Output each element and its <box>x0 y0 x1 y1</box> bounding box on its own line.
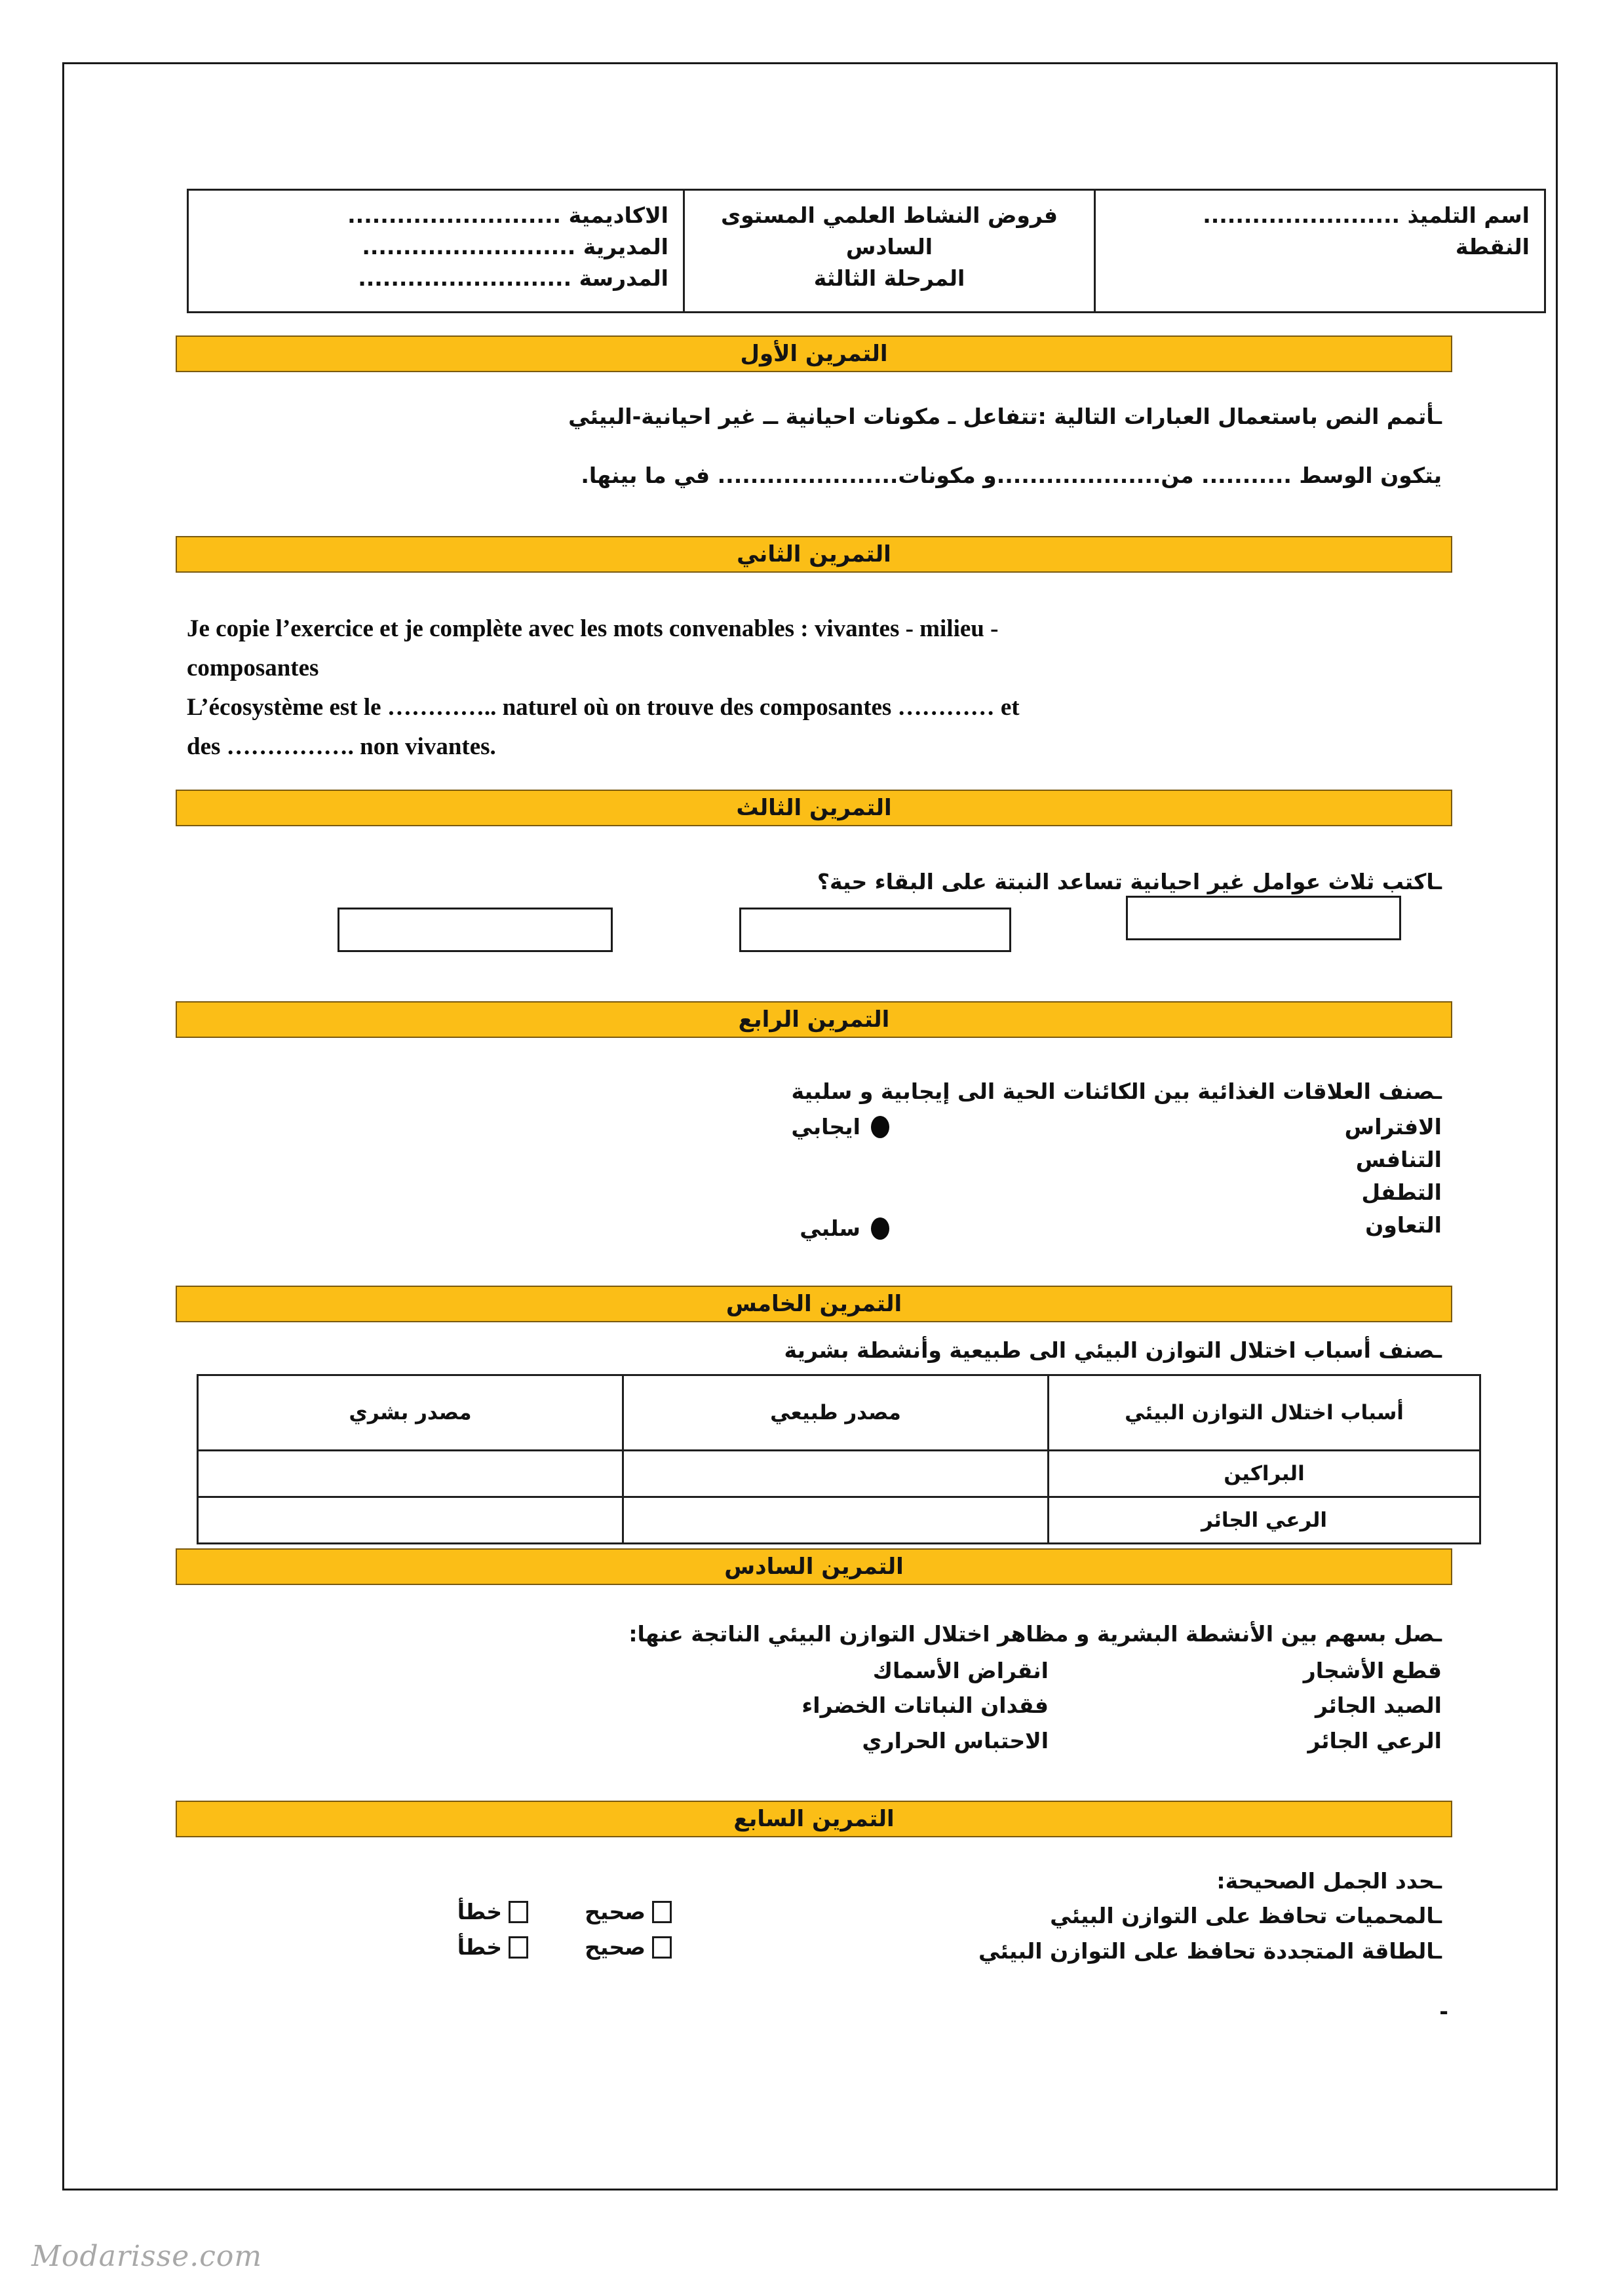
exercise-1-banner <box>176 335 1452 372</box>
table-row <box>198 1451 1480 1497</box>
exercise-7-statement-0: ـالمحميات تحافظ على التوازن البيئي <box>1050 1903 1442 1928</box>
exercise-4-item-0: الافتراس <box>1344 1114 1442 1139</box>
table-header-cell-2: مصدر بشري <box>198 1375 623 1451</box>
site-watermark: Modarisse.com <box>31 2240 263 2273</box>
school-info-text <box>203 200 668 294</box>
school-info-cell <box>188 190 684 313</box>
table-header-cell-1: مصدر طبيعي <box>623 1375 1049 1451</box>
student-info-text <box>1110 200 1530 263</box>
exercise-4-item-1: التنافس <box>1355 1147 1442 1173</box>
checkbox-icon[interactable] <box>652 1936 672 1959</box>
header-table-row <box>188 190 1545 313</box>
checkbox-icon[interactable] <box>509 1936 528 1959</box>
directorate-line <box>203 231 668 263</box>
exercise-6-effect-2[interactable]: الاحتباس الحراري <box>862 1727 1049 1753</box>
student-info-cell <box>1095 190 1545 313</box>
checkbox-icon[interactable] <box>652 1901 672 1923</box>
exercise-4-banner-label: التمرين الرابع <box>738 1006 890 1033</box>
exercise-3-instruction: ـاكتب ثلاث عوامل غير احيانية تساعد النبتة على البقاء حية؟ <box>817 869 1442 894</box>
exercise-4-item-2: التطفل <box>1361 1179 1442 1206</box>
exam-title-line2: المرحلة الثالثة <box>813 265 965 291</box>
table-header-row <box>198 1375 1480 1451</box>
exercise-5-instruction: ـصنف أسباب اختلال التوازن البيئي الى طبيعية وأنشطة بشرية <box>784 1337 1442 1363</box>
table-cell-r1c2[interactable] <box>198 1497 623 1544</box>
exercise-2-fr-line3: L’écosystème est le ………….. naturel où on trouve des composantes ………… et <box>187 693 1020 721</box>
exercise-3-banner <box>176 790 1452 826</box>
exercise-7-banner-label: التمرين السابع <box>733 1806 895 1832</box>
exercise-1-instruction: ـأتمم النص باستعمال العبارات التالية :تتفاعل ـ مكونات احيانية ــ غير احيانية-البيئي <box>568 404 1442 429</box>
academy-label: الاكاديمية <box>568 202 668 228</box>
exercise-7-true-label-0: صحيح <box>585 1899 646 1924</box>
exercise-7-true-label-1: صحيح <box>585 1934 646 1960</box>
exercise-2-fr-line2: composantes <box>187 654 319 681</box>
exercise-3-banner-label: التمرين الثالث <box>736 795 892 821</box>
exercise-7-false-label-1: خطأ <box>457 1934 503 1960</box>
exercise-2-banner <box>176 536 1452 573</box>
exercise-3-answer-box-1[interactable] <box>1126 896 1401 940</box>
exercise-6-activity-0[interactable]: قطع الأشجار <box>1303 1658 1442 1683</box>
exercise-6-activity-1[interactable]: الصيد الجائر <box>1315 1693 1442 1719</box>
exercise-6-pair-row <box>623 1688 1442 1723</box>
exercise-7-false-option-1[interactable] <box>457 1934 528 1960</box>
exercise-3-answer-box-2[interactable] <box>739 908 1011 952</box>
exercise-6-effect-1[interactable]: فقدان النباتات الخضراء <box>801 1693 1049 1719</box>
school-dots: .......................... <box>358 265 572 291</box>
exercise-7-banner <box>176 1801 1452 1837</box>
exercise-7-options-row-0 <box>457 1899 672 1924</box>
exercise-4-negative-label: سلبي <box>800 1215 860 1241</box>
student-name-label: اسم التلميذ <box>1407 202 1530 228</box>
student-grade-label: النقطة <box>1455 233 1530 259</box>
exercise-4-negative-option[interactable] <box>800 1215 889 1241</box>
academy-line <box>203 200 668 231</box>
exercise-7-false-option-0[interactable] <box>457 1899 528 1924</box>
exercise-7-options-row-1 <box>457 1934 672 1960</box>
exam-title-cell <box>684 190 1095 313</box>
exercise-5-banner-label: التمرين الخامس <box>725 1291 902 1317</box>
exercise-2-banner-label: التمرين الثاني <box>737 541 891 567</box>
exercise-3-answer-box-3[interactable] <box>338 908 613 952</box>
exercise-6-pair-row <box>623 1653 1442 1688</box>
exercise-6-pairs <box>623 1653 1442 1758</box>
exercise-4-items <box>1345 1111 1442 1242</box>
table-cell-r1c1[interactable] <box>623 1497 1049 1544</box>
directorate-dots: .......................... <box>362 233 576 259</box>
exercise-5-banner <box>176 1286 1452 1322</box>
exercise-4-positive-label: ايجابي <box>791 1114 860 1139</box>
filled-circle-icon <box>871 1217 889 1240</box>
header-table <box>187 189 1546 313</box>
table-cell-r1c0: الرعي الجائر <box>1049 1497 1480 1544</box>
exercise-7-trailing-dash: - <box>1439 1999 1448 2024</box>
exercise-6-effect-0[interactable]: انقراض الأسماك <box>872 1658 1049 1683</box>
exercise-7-true-option-1[interactable] <box>585 1934 672 1960</box>
exercise-4-instruction: ـصنف العلاقات الغذائية بين الكائنات الحية الى إيجابية و سلبية <box>791 1079 1442 1104</box>
directorate-label: المديرية <box>583 233 668 259</box>
exercise-6-activity-2[interactable]: الرعي الجائر <box>1307 1727 1442 1753</box>
exercise-2-fr-line4: des ……………. non vivantes. <box>187 733 496 760</box>
exercise-4-positive-option[interactable] <box>791 1114 889 1139</box>
table-cell-r0c2[interactable] <box>198 1451 623 1497</box>
checkbox-icon[interactable] <box>509 1901 528 1923</box>
exercise-7-statement-1: ـالطاقة المتجددة تحافظ على التوازن البيئي <box>978 1938 1442 1964</box>
table-row <box>198 1497 1480 1544</box>
exam-title-text <box>699 200 1079 294</box>
table-cell-r0c1[interactable] <box>623 1451 1049 1497</box>
exercise-2-french-body <box>187 609 1432 767</box>
table-cell-r0c0: البراكين <box>1049 1451 1480 1497</box>
table-header-cell-0: أسباب اختلال التوازن البيئي <box>1049 1375 1480 1451</box>
school-line <box>203 263 668 294</box>
exercise-6-banner <box>176 1548 1452 1585</box>
student-name-line <box>1110 200 1530 231</box>
exercise-1-banner-label: التمرين الأول <box>740 341 888 367</box>
exercise-4-banner <box>176 1001 1452 1038</box>
exercise-5-table <box>197 1374 1481 1544</box>
exercise-7-true-option-0[interactable] <box>585 1899 672 1924</box>
exercise-1-sentence: يتكون الوسط ........... من....................و مكونات...................... في ما بينها. <box>581 463 1442 488</box>
filled-circle-icon <box>871 1116 889 1138</box>
school-label: المدرسة <box>579 265 668 291</box>
exercise-7-instruction: ـحدد الجمل الصحيحة: <box>1216 1868 1442 1894</box>
exercise-6-pair-row <box>623 1723 1442 1758</box>
student-grade-line <box>1110 231 1530 263</box>
exercise-2-fr-line1: Je copie l’exercice et je complète avec les mots convenables : vivantes - milieu - <box>187 615 999 642</box>
academy-dots: .......................... <box>347 202 562 228</box>
exam-title-line1: فروض النشاط العلمي المستوى السادس <box>720 202 1058 259</box>
student-name-dots: ........................ <box>1203 202 1400 228</box>
exercise-4-item-3: التعاون <box>1365 1212 1442 1238</box>
exercise-7-false-label-0: خطأ <box>457 1899 503 1924</box>
exercise-6-instruction: ـصل بسهم بين الأنشطة البشرية و مظاهر اختلال التوازن البيئي الناتجة عنها: <box>628 1621 1442 1647</box>
exercise-6-banner-label: التمرين السادس <box>724 1554 904 1580</box>
